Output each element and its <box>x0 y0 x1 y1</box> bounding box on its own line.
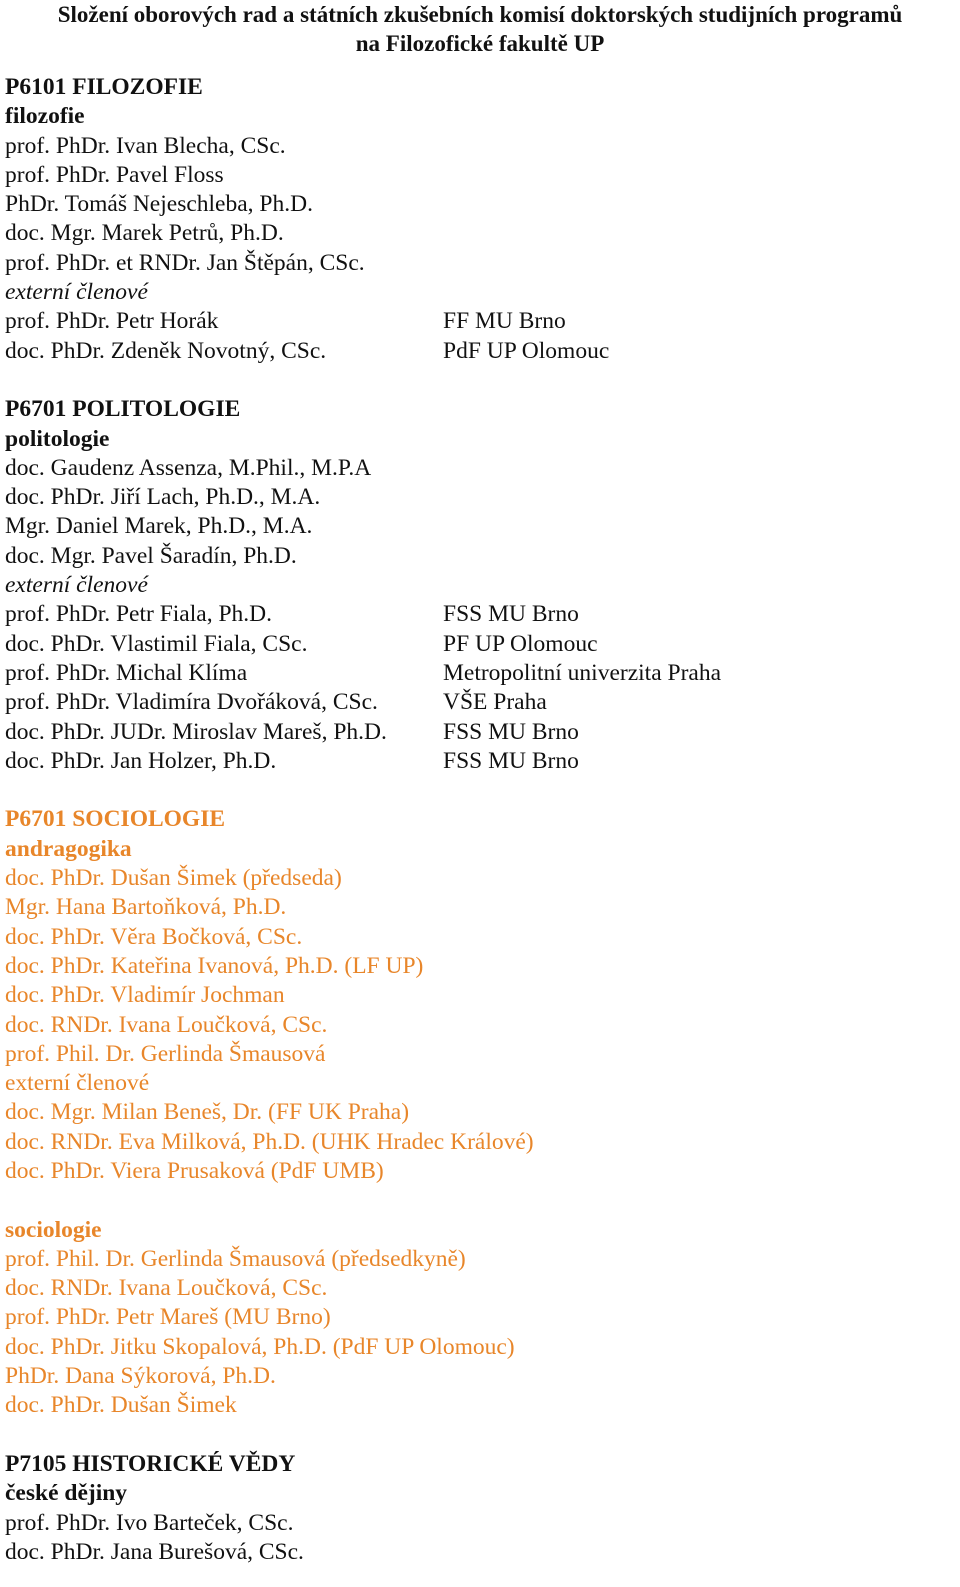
section-sociologie <box>5 805 960 1420</box>
member: prof. Phil. Dr. Gerlinda Šmausová <box>5 1040 326 1067</box>
member-name: prof. PhDr. Petr Fiala, Ph.D. <box>5 601 272 628</box>
field-heading: sociologie <box>5 1216 102 1243</box>
member-name: doc. PhDr. Vlastimil Fiala, CSc. <box>5 630 308 657</box>
external-member: doc. Mgr. Milan Beneš, Dr. (FF UK Praha) <box>5 1099 410 1126</box>
external-member-row <box>5 307 960 336</box>
member-institution: FSS MU Brno <box>443 718 579 745</box>
section-historicke-vedy <box>5 1450 960 1567</box>
section-gap <box>5 1421 960 1450</box>
member: prof. PhDr. Ivan Blecha, CSc. <box>5 132 286 159</box>
member: Mgr. Daniel Marek, Ph.D., M.A. <box>5 513 313 540</box>
member: doc. Gaudenz Assenza, M.Phil., M.P.A <box>5 454 372 481</box>
member: PhDr. Dana Sýkorová, Ph.D. <box>5 1363 276 1390</box>
member: doc. PhDr. Dušan Šimek <box>5 1392 237 1419</box>
member-name: doc. PhDr. Zdeněk Novotný, CSc. <box>5 337 327 364</box>
program-heading: P6701 POLITOLOGIE <box>5 396 241 423</box>
external-member-row <box>5 630 960 659</box>
field-heading: filozofie <box>5 103 85 130</box>
member: doc. PhDr. Vladimír Jochman <box>5 982 285 1009</box>
member-name: doc. PhDr. JUDr. Miroslav Mareš, Ph.D. <box>5 718 387 745</box>
external-member-row <box>5 747 960 776</box>
member: doc. RNDr. Ivana Loučková, CSc. <box>5 1011 328 1038</box>
external-member-row <box>5 337 960 366</box>
field-heading: české dějiny <box>5 1480 128 1507</box>
member-institution: Metropolitní univerzita Praha <box>443 659 722 686</box>
field-heading: andragogika <box>5 835 132 862</box>
field-heading: politologie <box>5 425 110 452</box>
external-member: doc. RNDr. Eva Milková, Ph.D. (UHK Hradec Králové) <box>5 1128 534 1155</box>
member-name: prof. PhDr. Petr Horák <box>5 308 219 335</box>
section-gap <box>5 366 960 395</box>
external-member: doc. PhDr. Viera Prusaková (PdF UMB) <box>5 1157 384 1184</box>
external-members-label: externí členové <box>5 1070 150 1097</box>
member: prof. Phil. Dr. Gerlinda Šmausová (předsedkyně) <box>5 1245 466 1272</box>
member-name: prof. PhDr. Michal Klíma <box>5 659 248 686</box>
member-institution: VŠE Praha <box>443 689 547 716</box>
member-name: prof. PhDr. Vladimíra Dvořáková, CSc. <box>5 689 378 716</box>
program-heading: P6701 SOCIOLOGIE <box>5 806 226 833</box>
title-line-1: Složení oborových rad a státních zkušebních komisí doktorských studijních programů <box>57 2 903 27</box>
member-institution: FSS MU Brno <box>443 601 579 628</box>
program-heading: P6101 FILOZOFIE <box>5 74 203 100</box>
member: doc. Mgr. Pavel Šaradín, Ph.D. <box>5 542 297 569</box>
subsection-gap <box>5 1186 960 1215</box>
section-politologie <box>5 395 960 776</box>
section-filozofie <box>5 73 960 366</box>
section-gap <box>5 776 960 805</box>
member: doc. Mgr. Marek Petrů, Ph.D. <box>5 220 284 247</box>
external-members-label: externí členové <box>5 279 148 306</box>
external-member-row <box>5 718 960 747</box>
member: PhDr. Tomáš Nejeschleba, Ph.D. <box>5 191 313 218</box>
member: doc. PhDr. Jiří Lach, Ph.D., M.A. <box>5 484 321 511</box>
member: prof. PhDr. et RNDr. Jan Štěpán, CSc. <box>5 249 365 276</box>
document-body <box>0 73 960 1567</box>
external-member-row <box>5 659 960 688</box>
external-member-row <box>5 688 960 717</box>
member: doc. PhDr. Jitku Skopalová, Ph.D. (PdF UP Olomouc) <box>5 1333 515 1360</box>
external-members-label: externí členové <box>5 572 148 599</box>
member-name: doc. PhDr. Jan Holzer, Ph.D. <box>5 747 277 774</box>
member: doc. PhDr. Kateřina Ivanová, Ph.D. (LF UP) <box>5 952 424 979</box>
document-title <box>0 0 960 58</box>
title-line-2: na Filozofické fakultě UP <box>355 31 605 56</box>
program-heading: P7105 HISTORICKÉ VĚDY <box>5 1450 296 1477</box>
member: doc. PhDr. Dušan Šimek (předseda) <box>5 865 342 892</box>
member: prof. PhDr. Ivo Barteček, CSc. <box>5 1509 294 1536</box>
member: prof. PhDr. Pavel Floss <box>5 161 224 188</box>
member: doc. RNDr. Ivana Loučková, CSc. <box>5 1275 328 1302</box>
external-member-row <box>5 600 960 629</box>
member-institution: FF MU Brno <box>443 308 566 335</box>
member-institution: PF UP Olomouc <box>443 630 598 657</box>
member-institution: PdF UP Olomouc <box>443 337 610 364</box>
member: Mgr. Hana Bartoňková, Ph.D. <box>5 894 287 921</box>
member: doc. PhDr. Jana Burešová, CSc. <box>5 1538 304 1565</box>
member-institution: FSS MU Brno <box>443 747 579 774</box>
member: doc. PhDr. Věra Bočková, CSc. <box>5 923 303 950</box>
member: prof. PhDr. Petr Mareš (MU Brno) <box>5 1304 331 1331</box>
